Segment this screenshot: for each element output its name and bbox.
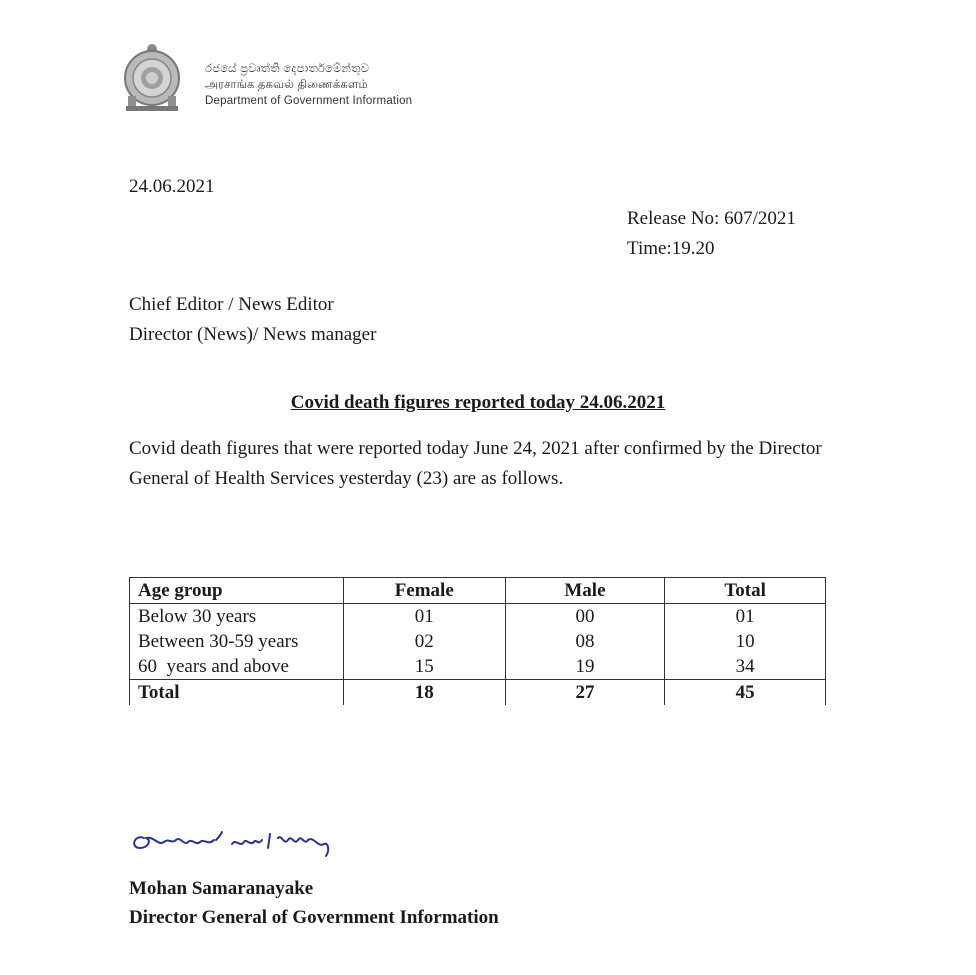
header-cell: Male [505,578,665,604]
signatory-name: Mohan Samaranayake [129,878,314,899]
total-cell: 45 [665,680,826,706]
table-header-row [130,578,826,604]
death-figures-table [129,577,826,705]
addressee-line: Director (News)/ News manager [129,324,377,345]
total-cell: Total [130,680,344,706]
header-cell: Total [665,578,826,604]
table-row [130,654,826,680]
signatory-title: Director General of Government Information [129,907,499,928]
letterhead-english: Department of Government Information [205,95,413,107]
table-total-row [130,680,826,706]
total-cell: 18 [343,680,505,706]
table-row [130,629,826,654]
release-time: Time:19.20 [627,238,715,259]
handwritten-signature [128,826,338,870]
release-number: Release No: 607/2021 [627,208,796,229]
table-cell: 00 [505,604,665,630]
table-cell: 02 [343,629,505,654]
table-cell: 01 [665,604,826,630]
header-cell: Female [343,578,505,604]
document-title: Covid death figures reported today 24.06.2021 [290,392,666,413]
table-cell: 15 [343,654,505,680]
release-info [627,204,796,264]
table-cell: 19 [505,654,665,680]
addressees [129,290,376,350]
table-cell: Between 30-59 years [130,629,344,654]
document-date: 24.06.2021 [129,176,215,197]
table-cell: 10 [665,629,826,654]
total-cell: 27 [505,680,665,706]
addressee-line: Chief Editor / News Editor [129,294,334,315]
header-cell: Age group [130,578,344,604]
table-cell: 01 [343,604,505,630]
signatory [129,874,499,932]
table-cell: 08 [505,629,665,654]
table-cell: Below 30 years [130,604,344,630]
government-emblem-logo [118,40,186,112]
table-cell: 60 years and above [130,654,344,680]
table-cell: 34 [665,654,826,680]
table-row [130,604,826,630]
letterhead-sinhala: රජයේ ප්‍රවෘත්ති දෙපාර්තමේන්තුව [205,63,370,75]
letterhead [205,61,412,109]
letterhead-tamil: அரசாங்க தகவல் திணைக்களம் [205,79,368,91]
body-paragraph: Covid death figures that were reported today June 24, 2021 after confirmed by the Director General of Health Services yesterday (23) are as follows. [129,438,822,489]
